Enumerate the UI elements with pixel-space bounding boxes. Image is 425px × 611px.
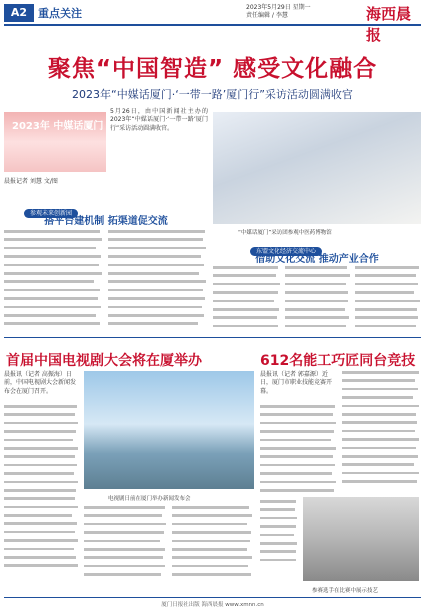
section2-text-col3	[355, 266, 421, 333]
craftsmen-headline: 612名能工巧匠同台竞技	[260, 353, 416, 369]
craftsmen-competition-photo	[303, 497, 419, 581]
section-divider	[4, 337, 421, 338]
section1-tag-pill: 参观未来创新园	[24, 209, 78, 218]
byline	[4, 178, 104, 186]
tv-text-col3	[172, 506, 254, 582]
bridge-city-photo	[84, 371, 254, 489]
section2-heading: 借助文化交流 推动产业合作	[255, 254, 379, 265]
craft-byline	[260, 371, 336, 396]
bridge-photo-caption: 电视剧日前在厦门举办新闻发布会	[108, 496, 191, 502]
section2-text-col2	[285, 266, 351, 333]
craft-text-col1	[260, 405, 338, 497]
section2-text-col1	[213, 266, 281, 333]
footer-credits: 厦门日报社出版 海西晨报 www.xmnn.cn	[161, 602, 264, 608]
editor-credit: 责任编辑 / 李慧	[246, 12, 288, 19]
lead-text: 5月26日，由中国新闻社主办的2023年“中媒话厦门·‘一带一路’厦门行”采访活动圆满收官。	[110, 108, 208, 132]
event-banner-caption: 2023年 中媒话厦门	[12, 121, 104, 132]
tv-text-col2	[84, 506, 168, 582]
section2-tag-pill: 东盟文化经济交流中心	[250, 247, 322, 256]
museum-photo-caption: “中媒话厦门”采访团参观中医药博物馆	[238, 230, 332, 236]
footer-rule	[4, 597, 421, 598]
craft-text-col2	[342, 371, 421, 488]
tv-conference-headline: 首届中国电视剧大会将在厦举办	[6, 353, 202, 369]
section1-text-col1	[4, 230, 104, 331]
section1-heading: 搭平台建机制 拓渠道促交流	[44, 216, 168, 227]
header-date	[246, 4, 311, 20]
issue-date: 2023年5月29日 星期一	[246, 4, 311, 11]
craft-byline-text: 晨报讯（记者 郭嘉源）近日，厦门市职业技能竞赛开幕。	[260, 371, 333, 395]
newspaper-logo: 海西晨报	[366, 5, 412, 44]
main-headline: 聚焦“中国智造” 感受文化融合	[47, 56, 378, 82]
byline-text: 晨报记者 刘慧 文/图	[4, 178, 58, 185]
lead-paragraph	[110, 108, 208, 133]
tv-text-col1	[4, 405, 80, 573]
tv-byline	[4, 371, 80, 396]
craft-text-col3	[260, 500, 298, 567]
section1-text-col2	[108, 230, 208, 331]
tv-byline-text: 晨报讯（记者 高振海）日前，中国电视剧大会新闻发布会在厦门召开。	[4, 371, 77, 395]
header-rule	[4, 24, 421, 26]
museum-visit-photo	[213, 112, 421, 224]
main-subheadline: 2023年“中媒话厦门·‘一带一路’厦门行”采访活动圆满收官	[72, 88, 353, 101]
craftsmen-photo-caption: 参赛选手在比赛中展示技艺	[312, 588, 379, 594]
section-title: 重点关注	[38, 7, 82, 20]
page-number-badge: A2	[4, 4, 34, 22]
